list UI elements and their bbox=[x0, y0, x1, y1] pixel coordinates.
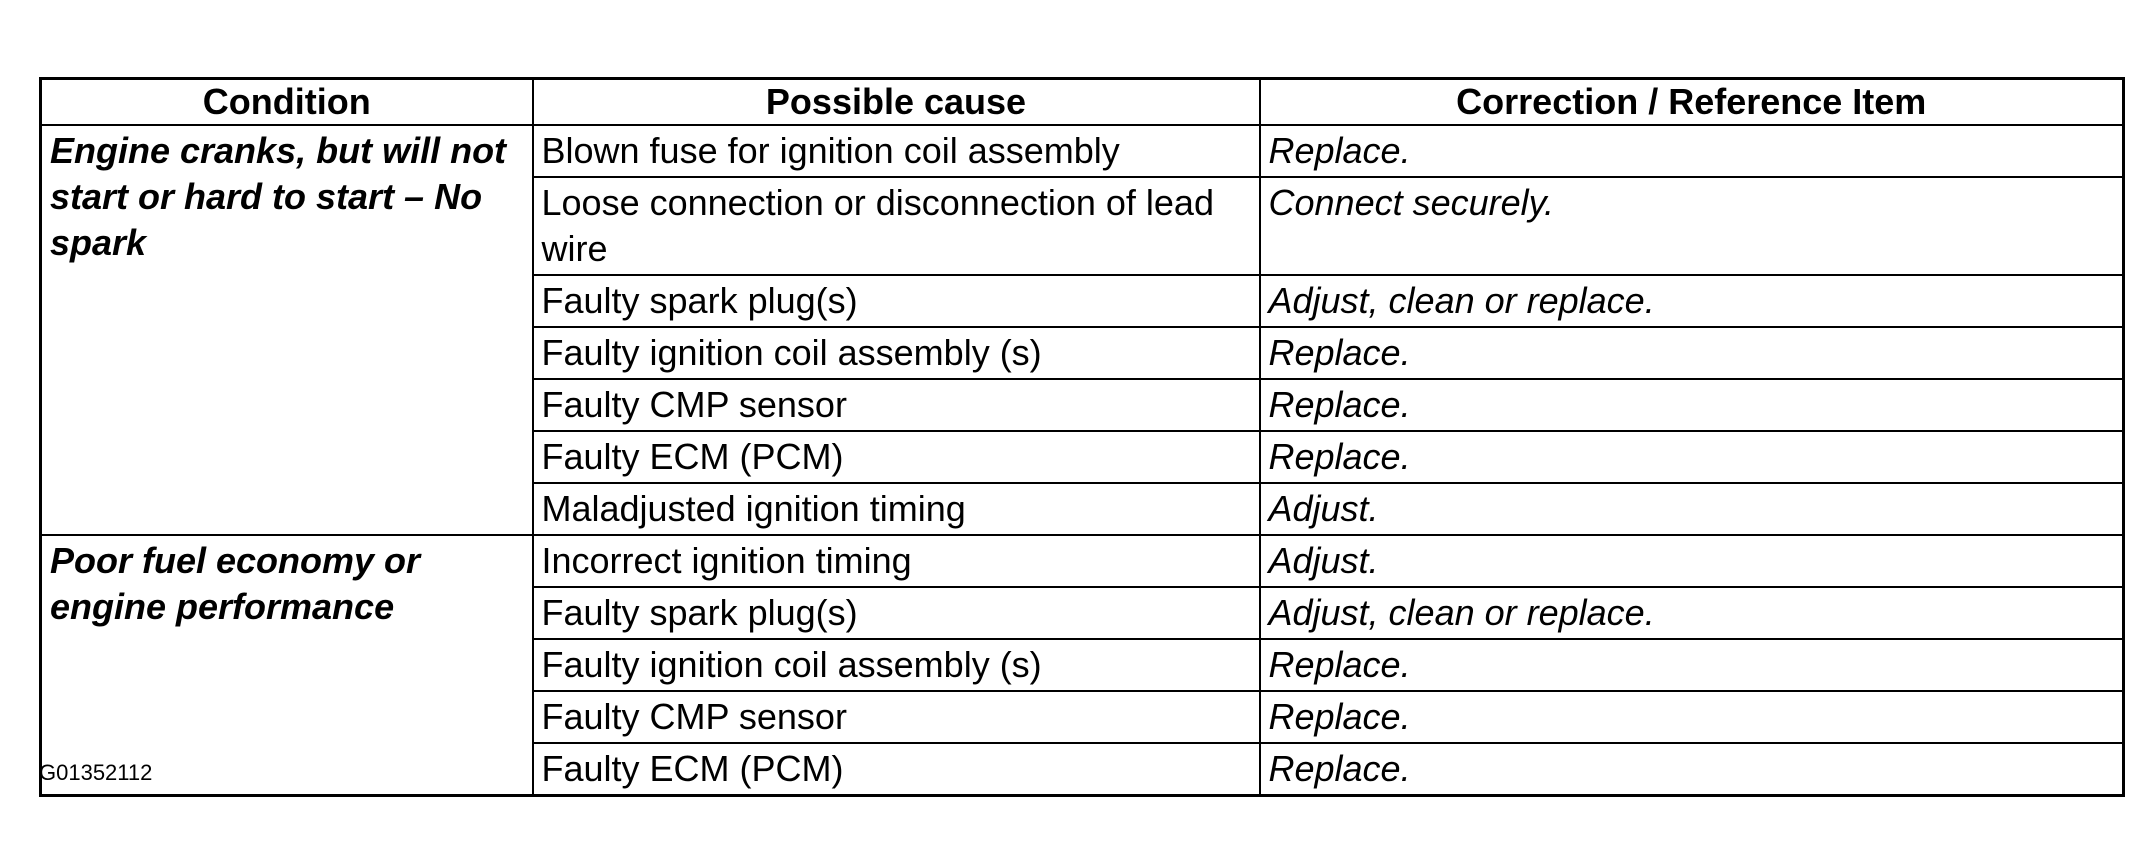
possible-cause-cell: Faulty ECM (PCM) bbox=[533, 431, 1260, 483]
header-row bbox=[41, 79, 2124, 126]
correction-cell: Replace. bbox=[1260, 691, 2124, 743]
table-body bbox=[41, 125, 2124, 796]
possible-cause-cell: Faulty spark plug(s) bbox=[533, 587, 1260, 639]
figure-id-label: G01352112 bbox=[39, 760, 153, 785]
correction-cell: Replace. bbox=[1260, 379, 2124, 431]
diagnosis-table bbox=[39, 77, 2125, 797]
possible-cause-cell: Blown fuse for ignition coil assembly bbox=[533, 125, 1260, 177]
header-condition: Condition bbox=[41, 79, 533, 126]
correction-cell: Adjust, clean or replace. bbox=[1260, 275, 2124, 327]
possible-cause-cell: Maladjusted ignition timing bbox=[533, 483, 1260, 535]
correction-cell: Replace. bbox=[1260, 125, 2124, 177]
possible-cause-cell: Loose connection or disconnection of lead wire bbox=[533, 177, 1260, 275]
table-header bbox=[41, 79, 2124, 126]
possible-cause-cell: Faulty ignition coil assembly (s) bbox=[533, 327, 1260, 379]
possible-cause-cell: Incorrect ignition timing bbox=[533, 535, 1260, 587]
header-correction: Correction / Reference Item bbox=[1260, 79, 2124, 126]
correction-cell: Adjust, clean or replace. bbox=[1260, 587, 2124, 639]
correction-cell: Replace. bbox=[1260, 431, 2124, 483]
possible-cause-cell: Faulty CMP sensor bbox=[533, 379, 1260, 431]
possible-cause-cell: Faulty ignition coil assembly (s) bbox=[533, 639, 1260, 691]
correction-cell: Connect securely. bbox=[1260, 177, 2124, 275]
table-row bbox=[41, 125, 2124, 177]
possible-cause-cell: Faulty ECM (PCM) bbox=[533, 743, 1260, 796]
condition-cell: Engine cranks, but will not start or hard to start – No spark bbox=[41, 125, 533, 535]
header-possible-cause: Possible cause bbox=[533, 79, 1260, 126]
possible-cause-cell: Faulty CMP sensor bbox=[533, 691, 1260, 743]
correction-cell: Replace. bbox=[1260, 743, 2124, 796]
condition-cell: Poor fuel economy or engine performance bbox=[41, 535, 533, 796]
possible-cause-cell: Faulty spark plug(s) bbox=[533, 275, 1260, 327]
table-row bbox=[41, 535, 2124, 587]
correction-cell: Adjust. bbox=[1260, 483, 2124, 535]
correction-cell: Adjust. bbox=[1260, 535, 2124, 587]
correction-cell: Replace. bbox=[1260, 639, 2124, 691]
correction-cell: Replace. bbox=[1260, 327, 2124, 379]
